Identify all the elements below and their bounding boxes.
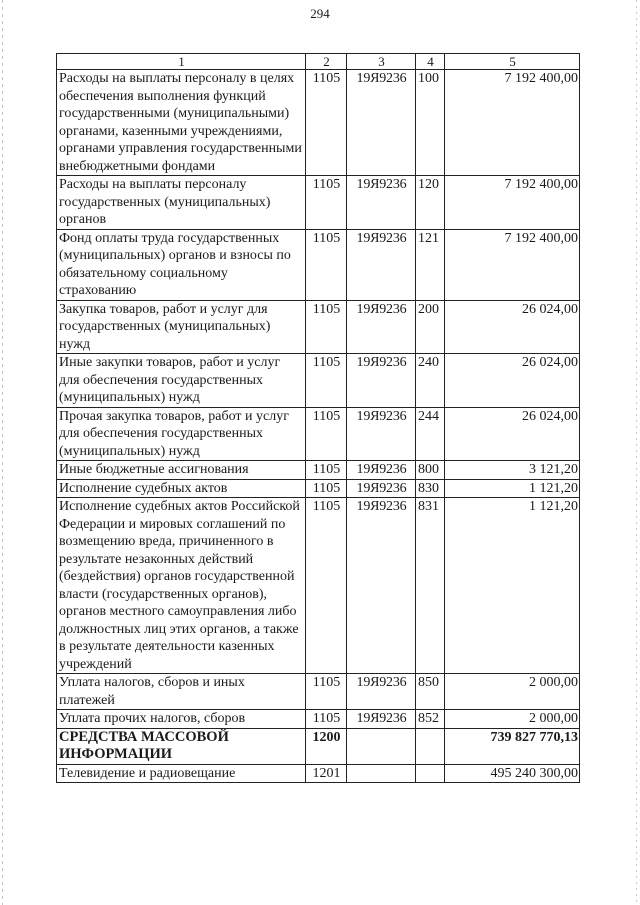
row-kind-cell: 831 [416, 498, 445, 674]
page-number: 294 [310, 6, 330, 21]
row-name-cell: Уплата прочих налогов, сборов [57, 710, 306, 729]
table-body [57, 70, 580, 783]
row-target-cell: 19Я9236 [347, 229, 416, 300]
row-target-cell: 19Я9236 [347, 498, 416, 674]
row-target-cell: 19Я9236 [347, 300, 416, 354]
row-kind-cell: 121 [416, 229, 445, 300]
table-row [57, 407, 580, 461]
row-target-cell [347, 764, 416, 783]
row-amount-cell: 739 827 770,13 [445, 728, 580, 764]
row-amount-cell: 26 024,00 [445, 300, 580, 354]
table-row [57, 728, 580, 764]
row-name-cell: Исполнение судебных актов [57, 479, 306, 498]
row-name-cell: Уплата налогов, сборов и иных платежей [57, 674, 306, 710]
row-section-cell: 1105 [306, 229, 347, 300]
row-name-cell: Прочая закупка товаров, работ и услуг для обеспечения государственных (муниципальных) нужд [57, 407, 306, 461]
row-target-cell: 19Я9236 [347, 407, 416, 461]
scan-edge-right [636, 0, 637, 905]
row-kind-cell: 200 [416, 300, 445, 354]
table-row [57, 176, 580, 230]
row-target-cell [347, 728, 416, 764]
row-kind-cell [416, 764, 445, 783]
table-row [57, 479, 580, 498]
table-row [57, 498, 580, 674]
row-amount-cell: 1 121,20 [445, 498, 580, 674]
row-amount-cell: 2 000,00 [445, 710, 580, 729]
row-target-cell: 19Я9236 [347, 710, 416, 729]
row-amount-cell: 7 192 400,00 [445, 176, 580, 230]
row-amount-cell: 7 192 400,00 [445, 229, 580, 300]
row-section-cell: 1105 [306, 407, 347, 461]
row-section-cell: 1105 [306, 354, 347, 408]
table-header-row [57, 54, 580, 70]
table-row [57, 300, 580, 354]
row-kind-cell [416, 728, 445, 764]
row-amount-cell: 1 121,20 [445, 479, 580, 498]
row-target-cell: 19Я9236 [347, 674, 416, 710]
row-section-cell: 1105 [306, 479, 347, 498]
row-name-cell: Расходы на выплаты персоналу государственных (муниципальных) органов [57, 176, 306, 230]
header-col-kind: 4 [416, 54, 445, 70]
row-kind-cell: 830 [416, 479, 445, 498]
row-amount-cell: 2 000,00 [445, 674, 580, 710]
row-name-cell: Телевидение и радиовещание [57, 764, 306, 783]
header-col-target: 3 [347, 54, 416, 70]
row-target-cell: 19Я9236 [347, 479, 416, 498]
row-kind-cell: 852 [416, 710, 445, 729]
row-section-cell: 1105 [306, 710, 347, 729]
table-row [57, 764, 580, 783]
row-name-cell: СРЕДСТВА МАССОВОЙ ИНФОРМАЦИИ [57, 728, 306, 764]
row-section-cell: 1105 [306, 300, 347, 354]
row-name-cell: Фонд оплаты труда государственных (муниципальных) органов и взносы по обязательному социальному страхованию [57, 229, 306, 300]
row-section-cell: 1105 [306, 461, 347, 480]
row-amount-cell: 3 121,20 [445, 461, 580, 480]
table-row [57, 354, 580, 408]
row-section-cell: 1105 [306, 176, 347, 230]
row-name-cell: Закупка товаров, работ и услуг для государственных (муниципальных) нужд [57, 300, 306, 354]
row-kind-cell: 100 [416, 70, 445, 176]
row-kind-cell: 240 [416, 354, 445, 408]
row-target-cell: 19Я9236 [347, 354, 416, 408]
scan-edge-left [2, 0, 3, 905]
table-row [57, 229, 580, 300]
row-section-cell: 1200 [306, 728, 347, 764]
row-kind-cell: 244 [416, 407, 445, 461]
row-name-cell: Расходы на выплаты персоналу в целях обеспечения выполнения функций государственными (муниципальными) органами, казенными учреждениями, органами управления государственными внебюджетными фондами [57, 70, 306, 176]
row-amount-cell: 26 024,00 [445, 407, 580, 461]
row-section-cell: 1105 [306, 70, 347, 176]
row-section-cell: 1105 [306, 674, 347, 710]
header-col-section: 2 [306, 54, 347, 70]
row-kind-cell: 800 [416, 461, 445, 480]
row-name-cell: Иные бюджетные ассигнования [57, 461, 306, 480]
table-row [57, 461, 580, 480]
row-kind-cell: 850 [416, 674, 445, 710]
row-target-cell: 19Я9236 [347, 176, 416, 230]
row-section-cell: 1105 [306, 498, 347, 674]
row-name-cell: Иные закупки товаров, работ и услуг для обеспечения государственных (муниципальных) нужд [57, 354, 306, 408]
table-row [57, 710, 580, 729]
table-row [57, 674, 580, 710]
table-row [57, 70, 580, 176]
row-target-cell: 19Я9236 [347, 70, 416, 176]
row-kind-cell: 120 [416, 176, 445, 230]
row-target-cell: 19Я9236 [347, 461, 416, 480]
header-col-name: 1 [57, 54, 306, 70]
row-amount-cell: 7 192 400,00 [445, 70, 580, 176]
row-amount-cell: 26 024,00 [445, 354, 580, 408]
row-section-cell: 1201 [306, 764, 347, 783]
row-amount-cell: 495 240 300,00 [445, 764, 580, 783]
header-col-amount: 5 [445, 54, 580, 70]
budget-table [56, 53, 580, 783]
row-name-cell: Исполнение судебных актов Российской Федерации и мировых соглашений по возмещению вреда, причиненного в результате незаконных действий (бездействия) органов государственной власти (государственных органов), органов местного самоуправления либо должностных лиц этих органов, а также в результате деятельности казенных учреждений [57, 498, 306, 674]
